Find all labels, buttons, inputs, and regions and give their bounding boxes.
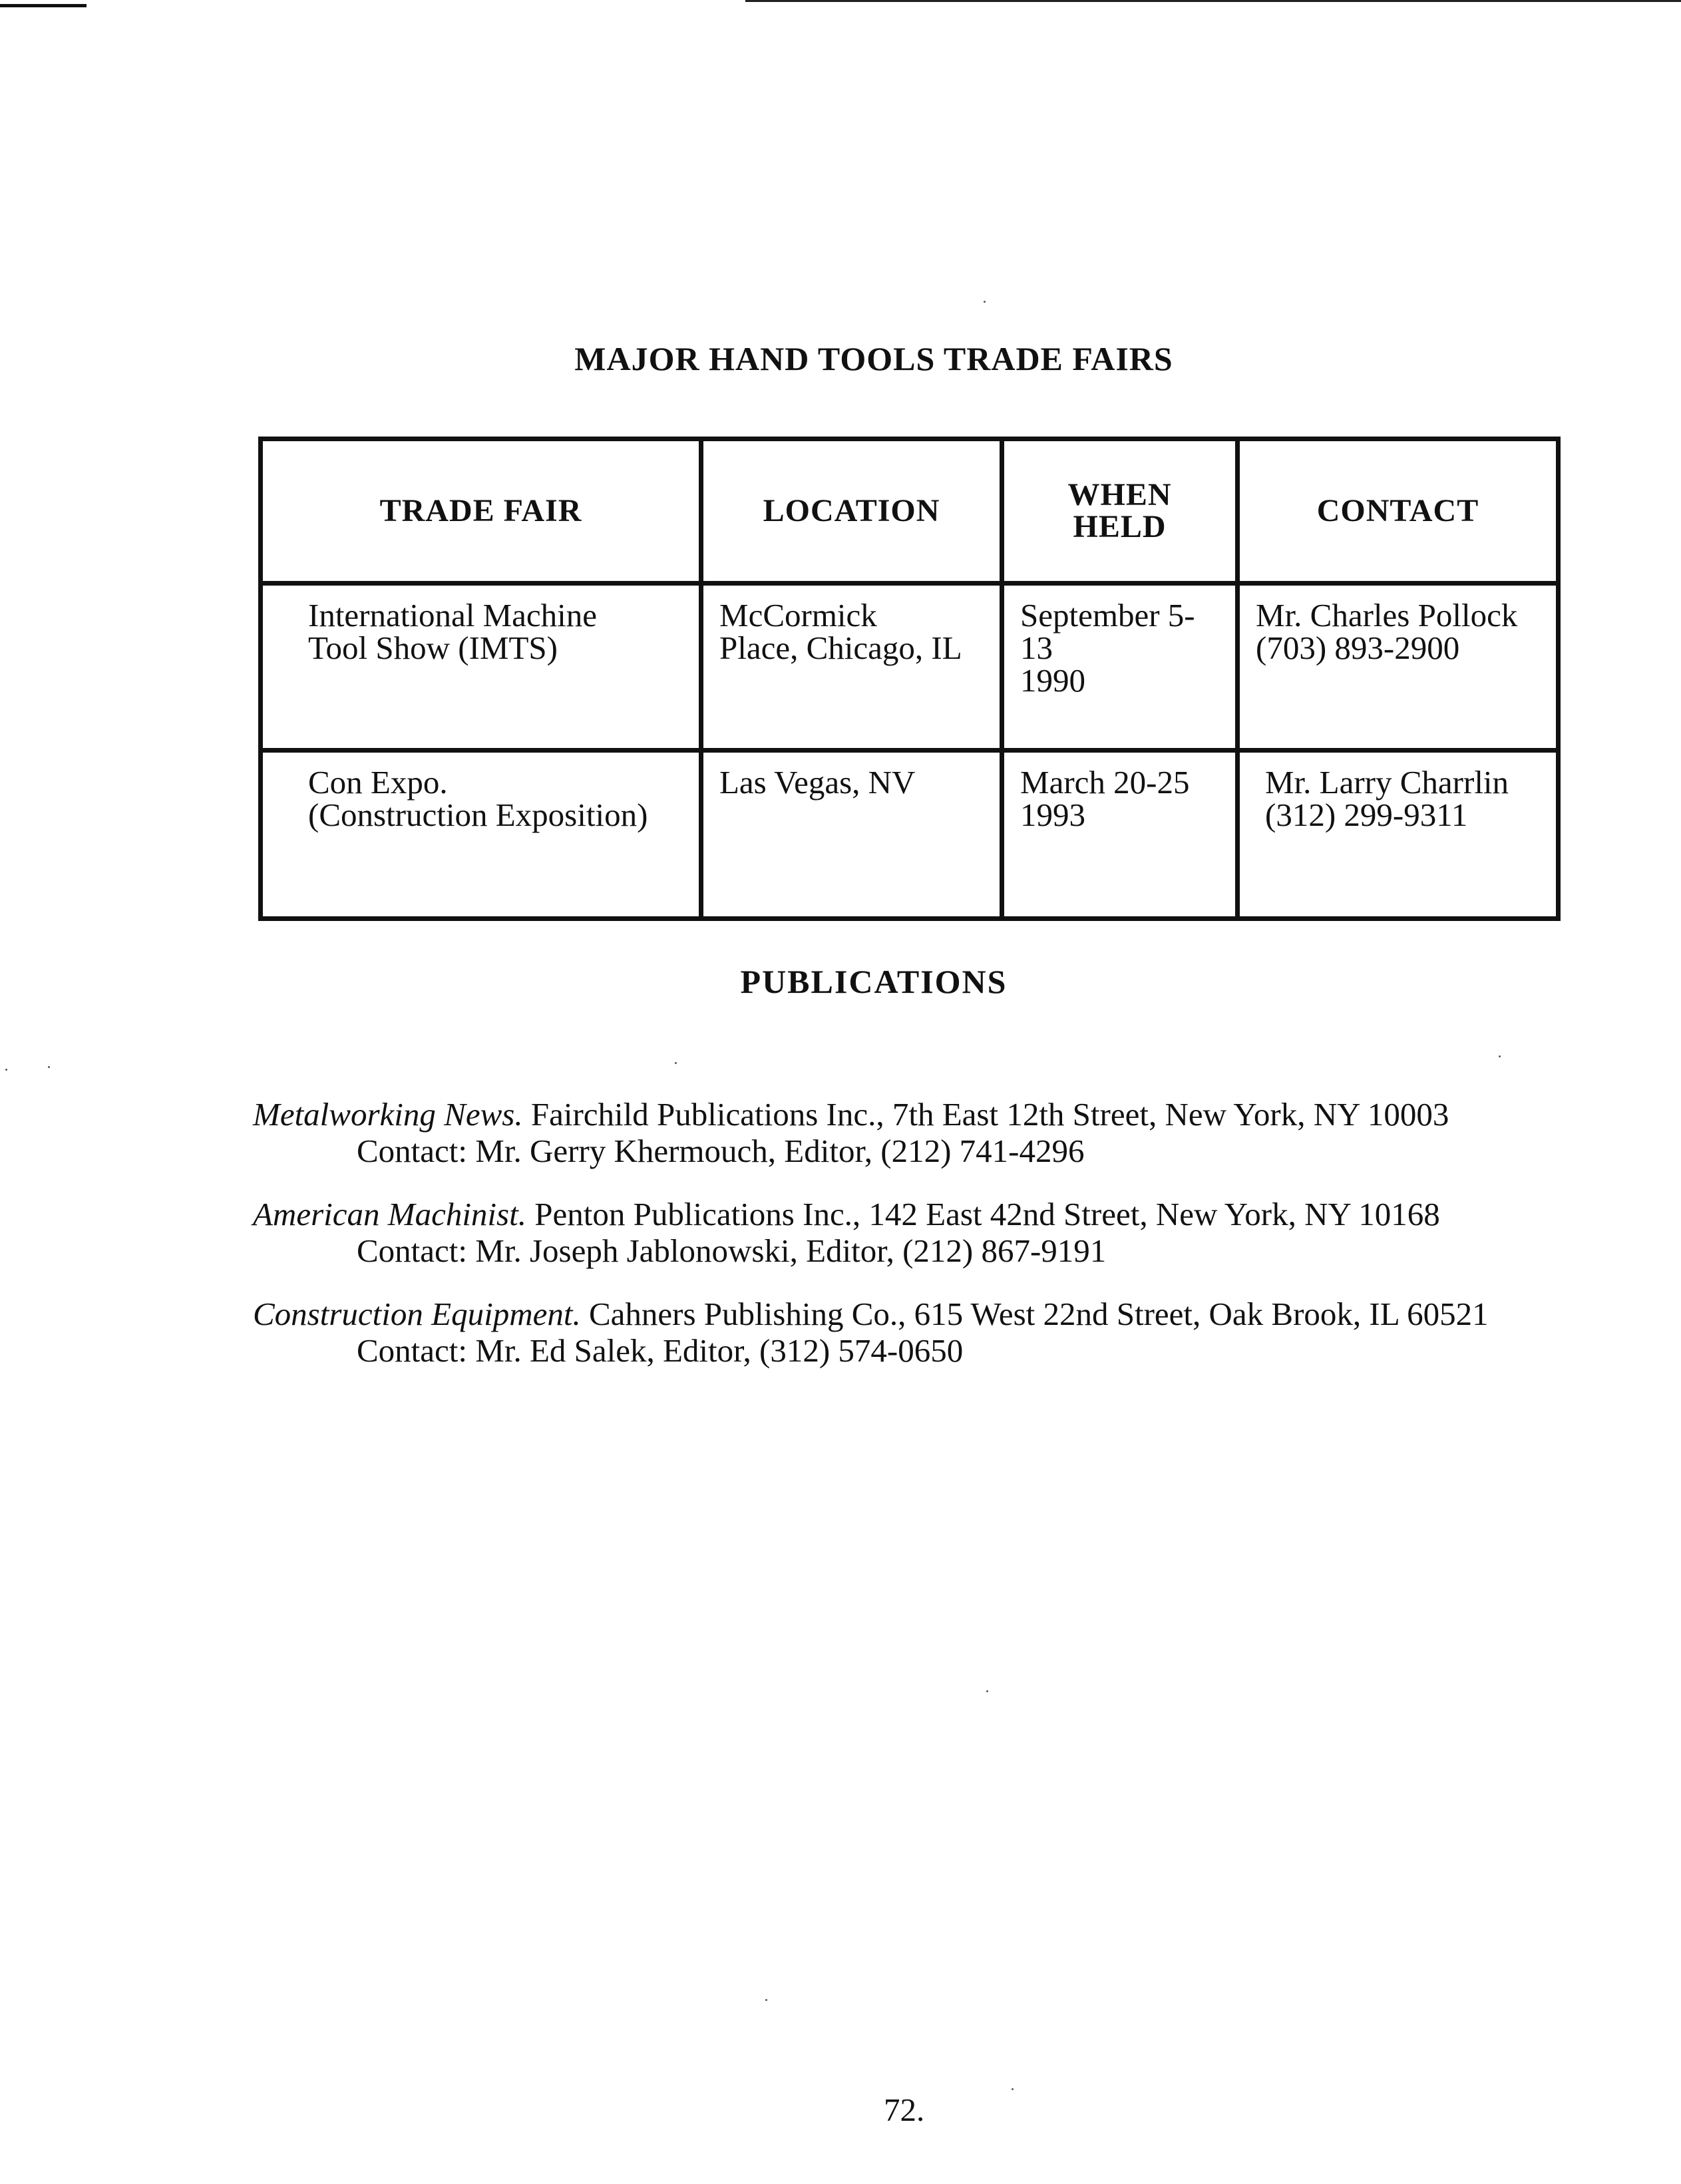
cell-trade-fair: International Machine Tool Show (IMTS): [261, 584, 701, 751]
publication-name: Construction Equipment.: [253, 1296, 581, 1332]
scan-top-border: [745, 0, 1681, 2]
publication-entry: [253, 1098, 1449, 1167]
publications-heading: PUBLICATIONS: [740, 963, 1008, 1000]
publication-contact: Contact: Mr. Gerry Khermouch, Editor, (212) 741-4296: [357, 1133, 1085, 1169]
cell-contact: Mr. Larry Charrlin (312) 299-9311: [1238, 751, 1559, 919]
publication-name: Metalworking News.: [253, 1096, 523, 1133]
scan-speck: [675, 1062, 677, 1064]
scan-speck: [986, 1690, 988, 1692]
publication-details: Penton Publications Inc., 142 East 42nd Street, New York, NY 10168: [534, 1196, 1440, 1232]
cell-contact: Mr. Charles Pollock (703) 893-2900: [1238, 584, 1559, 751]
header-when-held: WHEN HELD: [1002, 439, 1238, 584]
cell-trade-fair: Con Expo. (Construction Exposition): [261, 751, 701, 919]
publication-contact: Contact: Mr. Joseph Jablonowski, Editor, (212) 867-9191: [357, 1232, 1107, 1269]
trade-fairs-table: [258, 437, 1561, 921]
cell-when-held: March 20-25 1993: [1002, 751, 1238, 919]
scan-edge-mark: [0, 4, 87, 7]
publication-entry: [253, 1298, 1489, 1367]
cell-when-held: September 5-13 1990: [1002, 584, 1238, 751]
table-row: [261, 584, 1559, 751]
scan-speck: [1499, 1055, 1501, 1057]
header-location: LOCATION: [701, 439, 1002, 584]
publication-name: American Machinist.: [253, 1196, 526, 1232]
table-header-row: [261, 439, 1559, 584]
page-number: 72.: [884, 2092, 925, 2128]
publication-details: Cahners Publishing Co., 615 West 22nd Street, Oak Brook, IL 60521: [588, 1296, 1489, 1332]
publication-entry: [253, 1198, 1440, 1267]
cell-location: Las Vegas, NV: [701, 751, 1002, 919]
page-title: MAJOR HAND TOOLS TRADE FAIRS: [574, 340, 1173, 377]
cell-location: McCormick Place, Chicago, IL: [701, 584, 1002, 751]
scan-speck: [765, 1999, 767, 2001]
publication-contact: Contact: Mr. Ed Salek, Editor, (312) 574-0650: [357, 1332, 964, 1369]
scan-speck: [48, 1066, 50, 1068]
header-contact: CONTACT: [1238, 439, 1559, 584]
scan-speck: [1012, 2088, 1014, 2090]
scan-speck: [984, 301, 986, 303]
table-row: [261, 751, 1559, 919]
scan-speck: [5, 1069, 7, 1071]
header-trade-fair: TRADE FAIR: [261, 439, 701, 584]
publication-details: Fairchild Publications Inc., 7th East 12th Street, New York, NY 10003: [530, 1096, 1449, 1133]
